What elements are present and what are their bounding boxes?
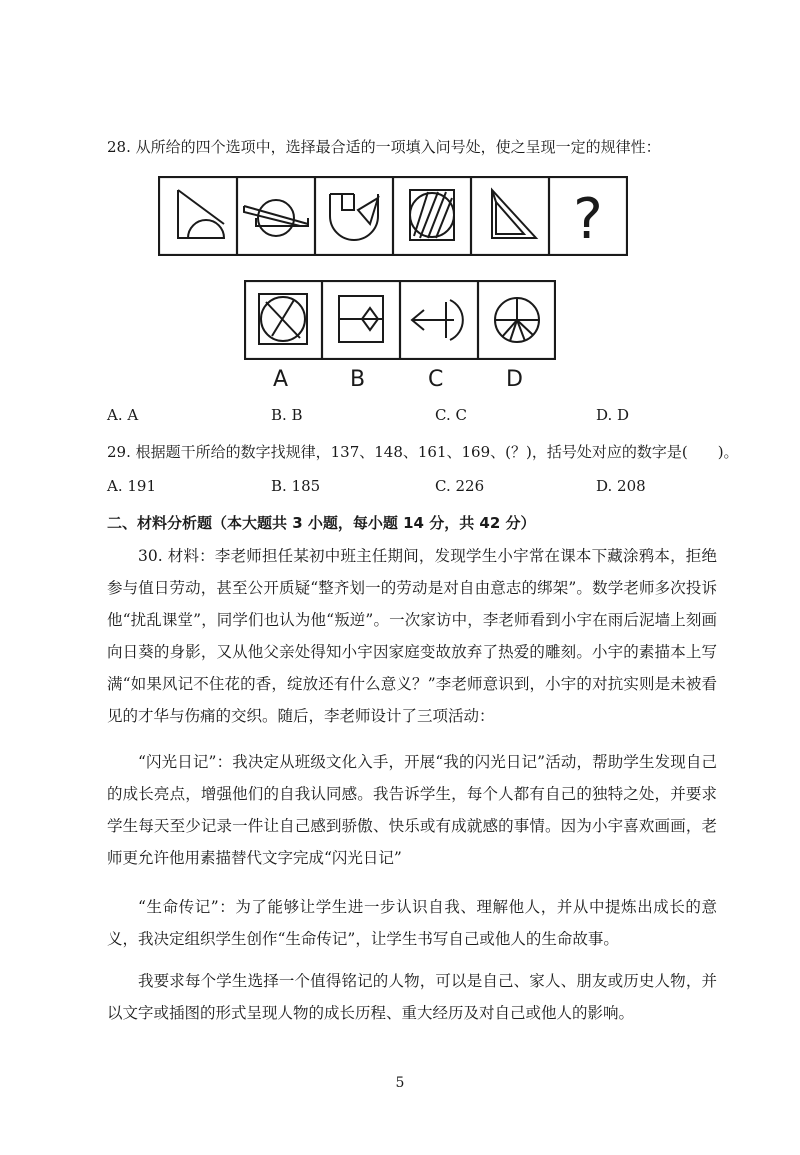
q28-option-b[interactable]: B. B <box>271 406 303 424</box>
question-28-figure-strip <box>158 176 628 256</box>
figure-3 <box>330 194 378 240</box>
q30-paragraph-2: “闪光日记”：我决定从班级文化入手，开展“我的闪光日记”活动，帮助学生发现自己的成长亮点，增强他们的自我认同感。我告诉学生，每个人都有自己的独特之处，并要求学生每天至少记录一件让自己感到骄傲、快乐或有成就感的事情。因为小宇喜欢画画，老师更允许他用素描替代文字完成“闪光日记” <box>107 753 717 867</box>
q28-option-c[interactable]: C. C <box>435 406 467 424</box>
figure-label-b: B <box>350 367 366 392</box>
q29-option-d[interactable]: D. 208 <box>596 477 646 495</box>
q29-option-b[interactable]: B. 185 <box>271 477 321 495</box>
option-b-figure[interactable] <box>339 296 383 342</box>
option-d-figure[interactable] <box>495 298 539 342</box>
figure-4 <box>410 190 454 240</box>
figure-label-d: D <box>506 367 523 392</box>
section-title: 二、材料分析题（本大题共 3 小题，每小题 14 分，共 42 分） <box>107 514 536 532</box>
question-28-options-strip <box>244 280 556 360</box>
question-28-stem: 28. 从所给的四个选项中，选择最合适的一项填入问号处，使之呈现一定的规律性： <box>107 138 661 156</box>
figure-label-a: A <box>273 367 289 392</box>
question-mark: ? <box>573 187 603 252</box>
option-c-figure[interactable] <box>412 300 463 340</box>
q30-paragraph-4: 我要求每个学生选择一个值得铭记的人物，可以是自己、家人、朋友或历史人物，并以文字或插图的形式呈现人物的成长历程、重大经历及对自己或他人的影响。 <box>107 972 717 1022</box>
q29-option-a[interactable]: A. 191 <box>107 477 156 495</box>
q30-paragraph-3: “生命传记”：为了能够让学生进一步认识自我、理解他人，并从中提炼出成长的意义，我决定组织学生创作“生命传记”，让学生书写自己或他人的生命故事。 <box>107 898 717 948</box>
q28-option-d[interactable]: D. D <box>596 406 630 424</box>
q30-paragraph-1: 30. 材料：李老师担任某初中班主任期间，发现学生小宇常在课本下藏涂鸦本，拒绝参与值日劳动，甚至公开质疑“整齐划一的劳动是对自由意志的绑架”。数学老师多次投诉他“扰乱课堂”，同学们也认为他“叛逆”。一次家访中，李老师看到小宇在雨后泥墙上刻画向日葵的身影，又从他父亲处得知小宇因家庭变故放弃了热爱的雕刻。小宇的素描本上写满“如果风记不住花的香，绽放还有什么意义？”李老师意识到，小宇的对抗实则是未被看见的才华与伤痛的交织。随后，李老师设计了三项活动： <box>107 547 717 725</box>
figure-5 <box>492 190 536 238</box>
figure-label-c: C <box>428 367 444 392</box>
question-29-stem: 29. 根据题干所给的数字找规律，137、148、161、169、(？)，括号处对应的数字是( )。 <box>107 443 739 461</box>
option-a-figure[interactable] <box>259 294 307 344</box>
page-number: 5 <box>395 1075 405 1091</box>
figure-2 <box>244 200 308 236</box>
q29-option-c[interactable]: C. 226 <box>435 477 485 495</box>
figure-1 <box>178 190 224 238</box>
q28-option-a[interactable]: A. A <box>107 406 139 424</box>
